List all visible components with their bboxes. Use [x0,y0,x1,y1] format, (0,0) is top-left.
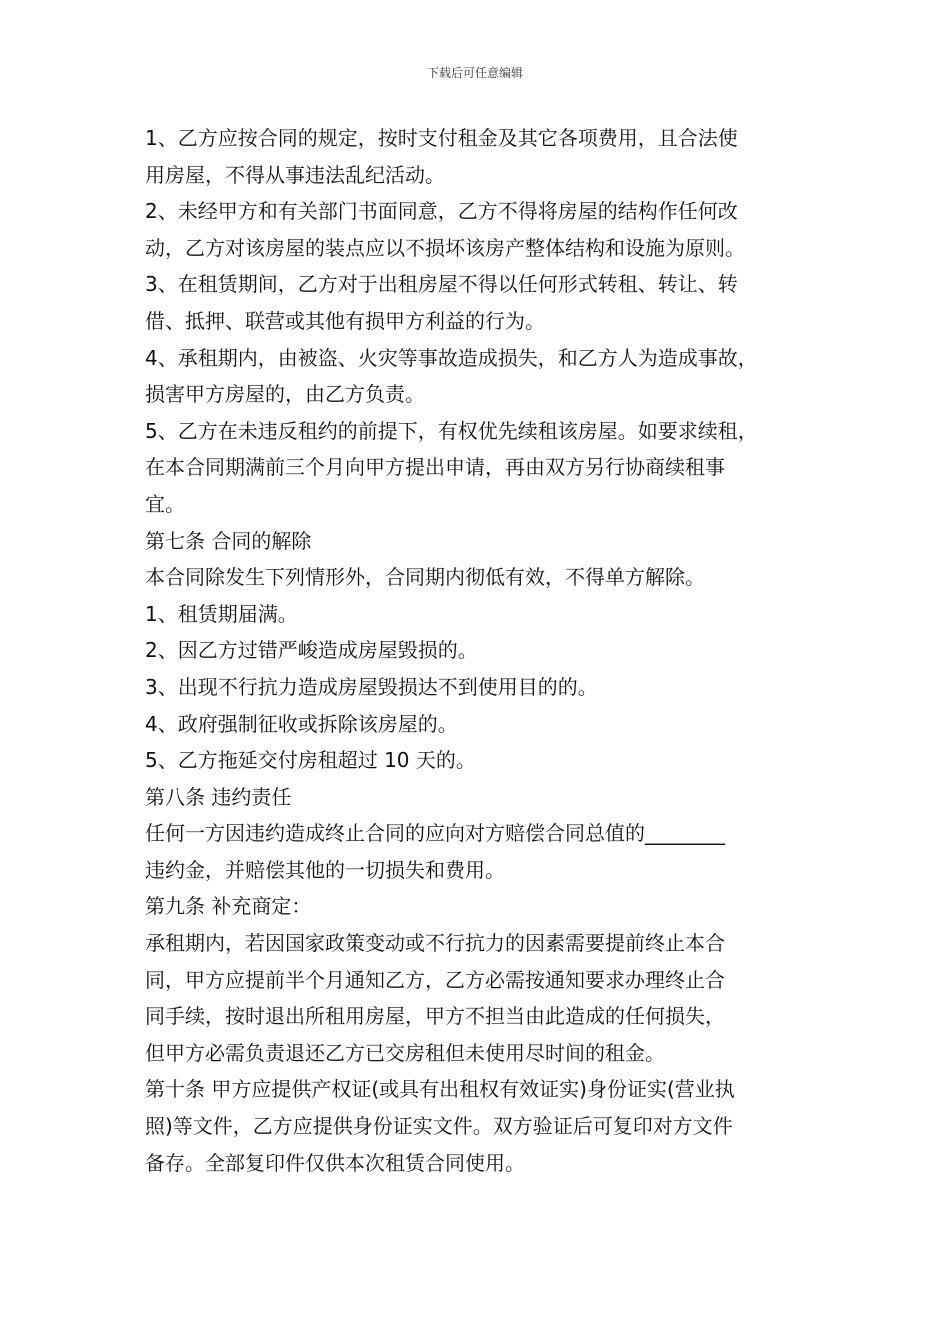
text-line: 1、乙方应按合同的规定，按时支付租金及其它各项费用，且合法使 [145,126,738,150]
text-line: 2、未经甲方和有关部门书面同意，乙方不得将房屋的结构作任何改 [145,199,738,224]
text-line: 3、出现不行抗力造成房屋毁损达不到使用目的的。 [145,674,598,699]
text-line: 动，乙方对该房屋的装点应以不损坏该房产整体结构和设施为原则。 [145,235,745,260]
text-line: 4、政府强制征收或拆除该房屋的。 [145,711,458,736]
text-line: 承租期内，若因国家政策变动或不行抗力的因素需要提前终止本合 [145,931,725,956]
text-line: 5、乙方在未违反租约的前提下，有权优先续租该房屋。如要求续租， [145,418,758,443]
text-line: 违约金，并赔偿其他的一切损失和费用。 [145,857,505,882]
text-line: 宜。 [145,491,185,516]
text-line: 4、承租期内，由被盗、火灾等事故造成损失，和乙方人为造成事故， [145,345,758,370]
section-heading: 第八条 违约责任 [145,784,292,809]
text-line: 2、因乙方过错严峻造成房屋毁损的。 [145,638,478,663]
text-line: 借、抵押、联营或其他有损甲方利益的行为。 [145,308,545,333]
text-line: 用房屋，不得从事违法乱纪活动。 [145,162,445,187]
section-heading: 第七条 合同的解除 [145,528,312,553]
text-line: 同手续，按时退出所租用房屋，甲方不担当由此造成的任何损失， [145,1004,725,1029]
text-line: 任何一方因违约造成终止合同的应向对方赔偿合同总值的________ [145,821,725,846]
text-line: 5、乙方拖延交付房租超过 10 天的。 [145,748,476,773]
text-line: 3、在租赁期间，乙方对于出租房屋不得以任何形式转租、转让、转 [145,272,738,297]
text-line: 同，甲方应提前半个月通知乙方，乙方必需按通知要求办理终止合 [145,967,725,992]
document-body [145,120,825,1181]
section-heading: 第九条 补充商定： [145,894,312,919]
text-line: 损害甲方房屋的，由乙方负责。 [145,382,425,407]
text-line: 备存。全部复印件仅供本次租赁合同使用。 [145,1150,525,1175]
text-line: 但甲方必需负责退还乙方已交房租但未使用尽时间的租金。 [145,1040,665,1065]
section-heading: 第十条 甲方应提供产权证(或具有出租权有效证实)身份证实(营业执 [145,1077,735,1102]
page-header: 下载后可任意编辑 [426,66,523,80]
text-line: 本合同除发生下列情形外，合同期内彻低有效，不得单方解除。 [145,565,705,590]
text-line: 照)等文件，乙方应提供身份证实文件。双方验证后可复印对方文件 [145,1114,733,1139]
text-line: 在本合同期满前三个月向甲方提出申请，再由双方另行协商续租事 [145,455,725,480]
text-line: 1、租赁期届满。 [145,601,298,626]
